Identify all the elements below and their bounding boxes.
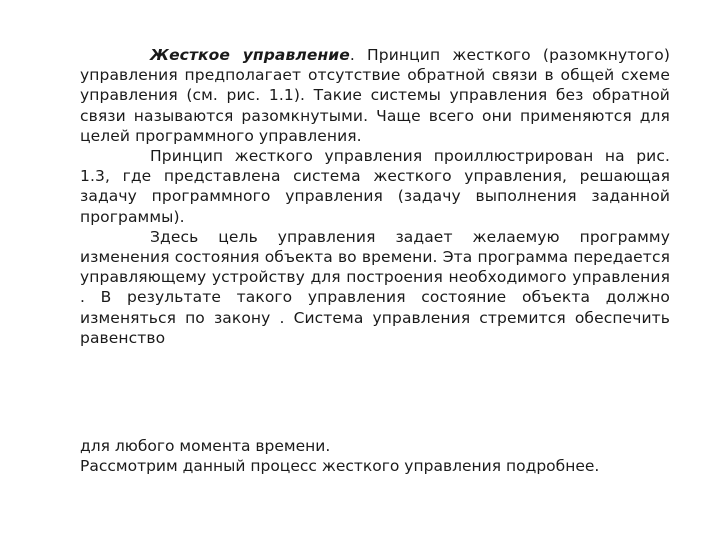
line-any-moment: для любого момента времени. xyxy=(80,437,331,455)
closing-lines xyxy=(80,436,680,476)
paragraph-hard-control xyxy=(80,45,670,146)
paragraph-goal: Здесь цель управления задает желаемую программу изменения состояния объекта во времени. Эта программа передается управляющему устройству для построения необходимого управления . В результате такого управления состояние объекта должно изменяться по закону . Система управления стремится обеспечить равенство xyxy=(80,227,670,347)
paragraph-illustration: Принцип жесткого управления проиллюстрирован на рис. 1.3, где представлена система жесткого управления, решающая задачу программного управления (задачу выполнения заданной программы). xyxy=(80,147,670,226)
paragraph-hard-control-text: . Принцип жесткого (разомкнутого) управления предполагает отсутствие обратной связи в общей схеме управления (см. рис. 1.1). Такие системы управления без обратной связи называются разомкнутыми. Чаще всего они применяются для целей программного управления. xyxy=(80,46,670,145)
term-hard-control: Жесткое управление xyxy=(150,46,350,64)
line-consider-process: Рассмотрим данный процесс жесткого управления подробнее. xyxy=(80,457,600,476)
main-text-block xyxy=(80,45,670,348)
